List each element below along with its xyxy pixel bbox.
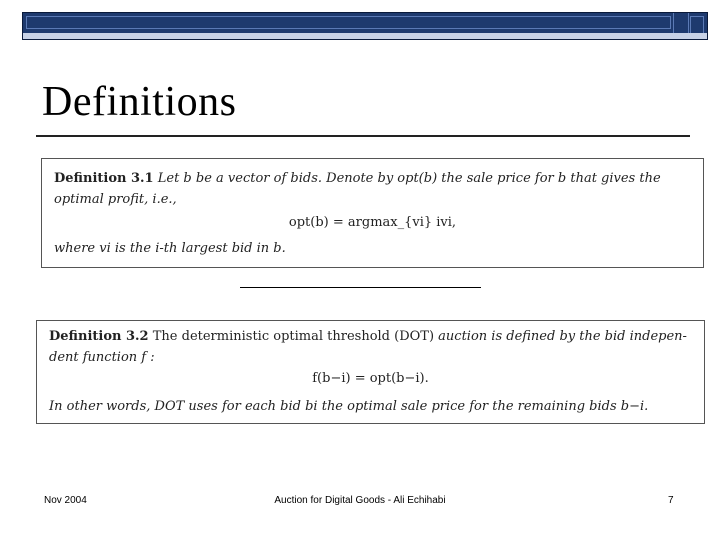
definition-3-1-box <box>41 158 704 268</box>
slide-title: Definitions <box>42 79 237 125</box>
definition-3-1-line2: optimal profit, i.e., <box>54 192 177 207</box>
definition-3-2-text1-it: auction is defined by the bid indepen- <box>438 329 687 344</box>
definition-3-1-text1: Let b be a vector of bids. Denote by opt(b) the sale price for b that gives the <box>157 171 661 186</box>
definition-3-2-text1-rm: The deterministic optimal threshold (DOT) <box>152 329 435 344</box>
bar-stripe <box>23 33 707 39</box>
footer-page-number: 7 <box>668 495 674 506</box>
definition-3-2-label: Definition 3.2 <box>49 329 149 344</box>
definition-3-1-label: Definition 3.1 <box>54 171 154 186</box>
definition-3-2-box <box>36 320 705 424</box>
title-underline <box>36 135 690 137</box>
footer-title: Auction for Digital Goods - Ali Echihabi <box>274 495 446 506</box>
definition-3-1-line4: where vi is the i-th largest bid in b. <box>54 241 286 256</box>
definition-3-2-line1 <box>49 329 696 344</box>
definition-3-1-formula: opt(b) = argmax_{vi} ivi, <box>288 215 457 230</box>
definition-3-2-line2: dent function f : <box>49 350 155 365</box>
definition-3-2-formula: f(b−i) = opt(b−i). <box>312 371 429 386</box>
footer-date: Nov 2004 <box>44 495 87 506</box>
definition-3-1-line1 <box>54 171 695 186</box>
top-decorative-bar <box>22 12 708 40</box>
separator-line <box>240 287 481 288</box>
definition-3-2-line4: In other words, DOT uses for each bid bi the optimal sale price for the remaining bids b−i. <box>49 399 649 414</box>
bar-inner-frame <box>26 16 671 29</box>
